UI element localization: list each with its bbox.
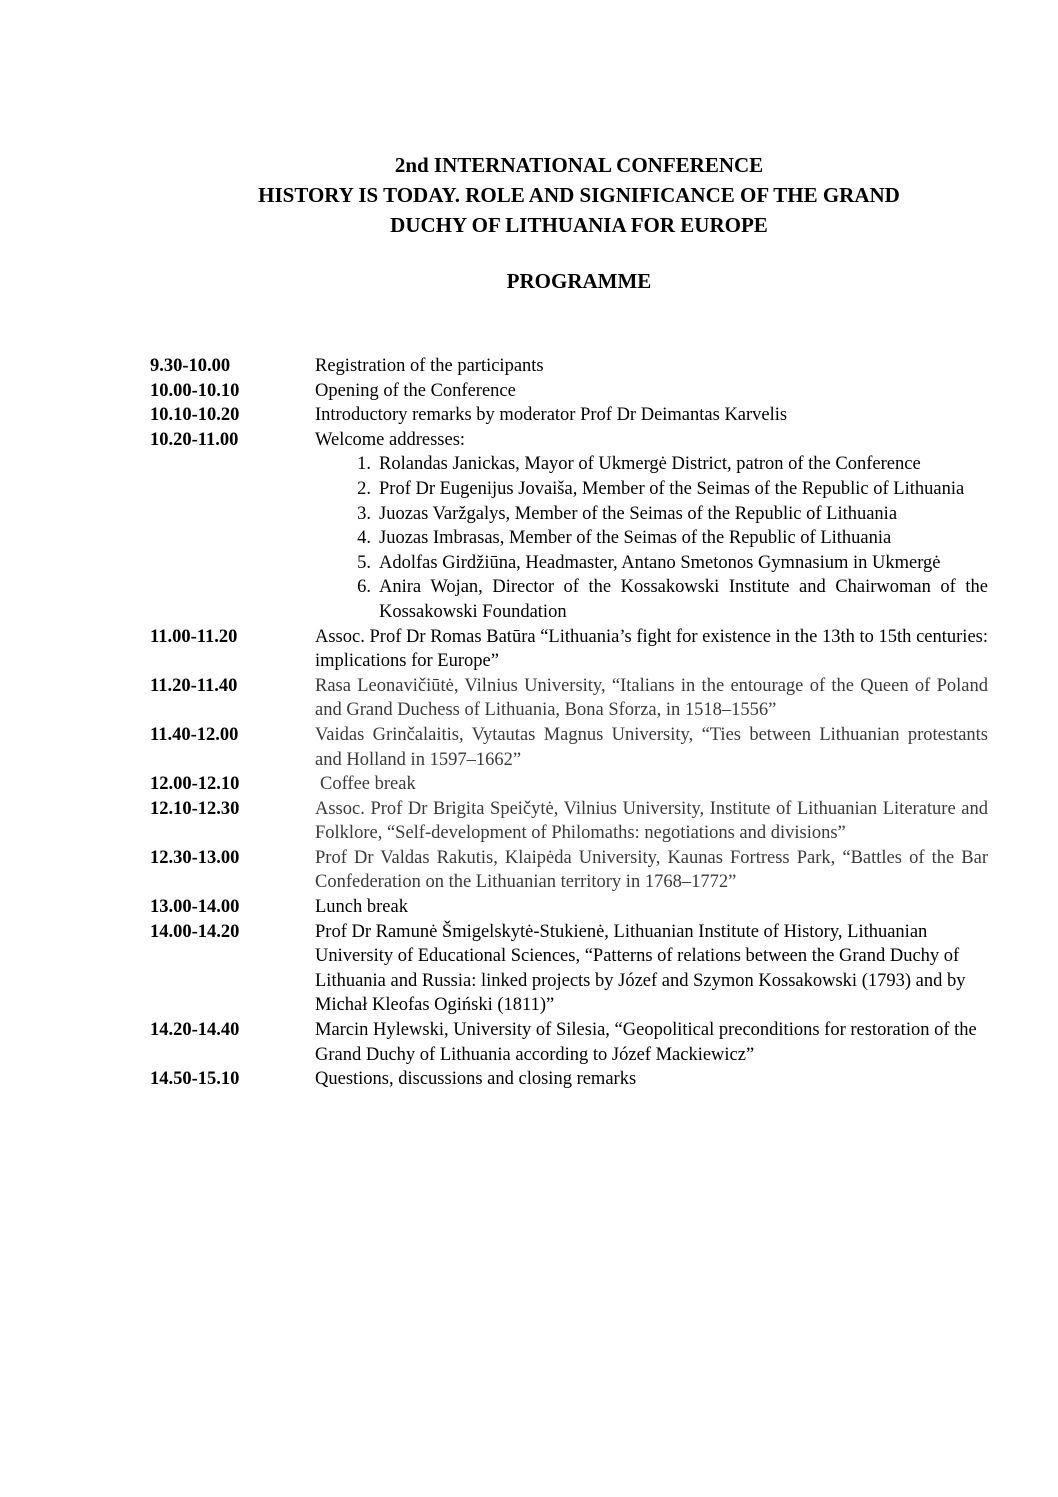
welcome-number: 5. — [357, 552, 371, 573]
schedule-time: 11.00-11.20 — [150, 626, 238, 647]
schedule-description: Coffee break — [320, 774, 416, 795]
welcome-list-item — [315, 477, 988, 502]
schedule-row — [150, 403, 988, 428]
schedule-time: 14.50-15.10 — [150, 1069, 240, 1090]
schedule-row — [150, 1018, 988, 1067]
programme-heading: PROGRAMME — [506, 269, 652, 293]
welcome-list-item — [315, 502, 988, 527]
title-line-2: HISTORY IS TODAY. ROLE AND SIGNIFICANCE OF THE GRAND — [258, 183, 900, 207]
schedule-description: Prof Dr Ramunė Šmigelskytė-Stukienė, Lithuanian Institute of History, Lithuanian University of Educational Sciences, “Patterns of relations between the Grand Duchy of Lithuania and Russia: linked projects by Józef and Szymon Kossakowski (1793) and by Michał Kleofas Ogiński (1811)” — [315, 921, 966, 1016]
title-line-3: DUCHY OF LITHUANIA FOR EUROPE — [390, 213, 768, 237]
schedule-row — [150, 1067, 988, 1092]
welcome-list-item — [315, 551, 988, 576]
welcome-number: 3. — [357, 503, 371, 524]
schedule-time: 12.10-12.30 — [150, 798, 240, 819]
schedule-time: 9.30-10.00 — [150, 356, 231, 376]
schedule-time: 10.10-10.20 — [150, 405, 240, 426]
schedule-time: 10.20-11.00 — [150, 429, 239, 450]
schedule-row — [150, 920, 988, 1018]
schedule-description: Marcin Hylewski, University of Silesia, “Geopolitical preconditions for restoration of the Grand Duchy of Lithuania according to Józef Mackiewicz” — [315, 1020, 977, 1065]
schedule-row — [150, 625, 988, 674]
welcome-speaker: Anira Wojan, Director of the Kossakowski Institute and Chairwoman of the Kossakowski Foundation — [379, 577, 988, 622]
welcome-list — [315, 452, 988, 624]
conference-title — [150, 150, 1008, 240]
schedule-description: Lunch break — [315, 897, 408, 918]
schedule-time: 11.20-11.40 — [150, 675, 238, 696]
schedule-description: Registration of the participants — [315, 356, 544, 376]
schedule-description: Questions, discussions and closing remarks — [315, 1069, 637, 1090]
welcome-list-item — [315, 575, 988, 624]
welcome-speaker: Adolfas Girdžiūna, Headmaster, Antano Smetonos Gymnasium in Ukmergė — [379, 552, 941, 573]
schedule-description: Opening of the Conference — [315, 380, 516, 401]
welcome-speaker: Rolandas Janickas, Mayor of Ukmergė District, patron of the Conference — [379, 454, 921, 475]
welcome-speaker: Juozas Varžgalys, Member of the Seimas of the Republic of Lithuania — [379, 503, 898, 524]
schedule-time: 11.40-12.00 — [150, 724, 239, 745]
schedule-description: Rasa Leonavičiūtė, Vilnius University, “Italians in the entourage of the Queen of Poland and Grand Duchess of Lithuania, Bona Sforza, in 1518–1556” — [315, 675, 988, 721]
schedule-description: Prof Dr Valdas Rakutis, Klaipėda University, Kaunas Fortress Park, “Battles of the Bar Confederation on the Lithuanian territory in 1768–1772” — [315, 847, 988, 893]
schedule-time: 12.00-12.10 — [150, 774, 240, 795]
schedule-row — [150, 895, 988, 920]
welcome-number: 2. — [357, 478, 371, 499]
schedule-time: 13.00-14.00 — [150, 897, 240, 918]
schedule-row — [150, 379, 988, 404]
schedule-row — [150, 354, 988, 379]
schedule-row — [150, 674, 988, 723]
schedule-description: Assoc. Prof Dr Brigita Speičytė, Vilnius University, Institute of Lithuanian Literature and Folklore, “Self-development of Philomaths: negotiations and divisions” — [315, 798, 988, 844]
schedule-row — [150, 846, 988, 895]
welcome-heading: Welcome addresses: — [315, 429, 466, 450]
title-line-1: 2nd INTERNATIONAL CONFERENCE — [394, 153, 764, 177]
schedule-row — [150, 797, 988, 846]
welcome-list-item — [315, 452, 988, 477]
schedule-row — [150, 772, 988, 797]
schedule-time: 14.20-14.40 — [150, 1020, 240, 1041]
welcome-list-item — [315, 526, 988, 551]
schedule-description: Introductory remarks by moderator Prof Dr Deimantas Karvelis — [315, 405, 788, 426]
schedule-table — [150, 354, 988, 1092]
welcome-number: 1. — [357, 454, 371, 475]
welcome-number: 6. — [357, 577, 371, 598]
schedule-time: 14.00-14.20 — [150, 921, 240, 942]
schedule-description: Vaidas Grinčalaitis, Vytautas Magnus University, “Ties between Lithuanian protestants and Holland in 1597–1662” — [315, 724, 988, 770]
schedule-time: 12.30-13.00 — [150, 847, 240, 868]
schedule-time: 10.00-10.10 — [150, 380, 240, 401]
welcome-number: 4. — [357, 528, 371, 549]
schedule-description: Assoc. Prof Dr Romas Batūra “Lithuania’s fight for existence in the 13th to 15th centuries: implications for Europe” — [315, 626, 988, 672]
schedule-description — [315, 428, 988, 625]
welcome-speaker: Prof Dr Eugenijus Jovaiša, Member of the Seimas of the Republic of Lithuania — [379, 478, 965, 499]
schedule-row — [150, 428, 988, 625]
welcome-speaker: Juozas Imbrasas, Member of the Seimas of the Republic of Lithuania — [379, 528, 892, 549]
schedule-row — [150, 723, 988, 772]
